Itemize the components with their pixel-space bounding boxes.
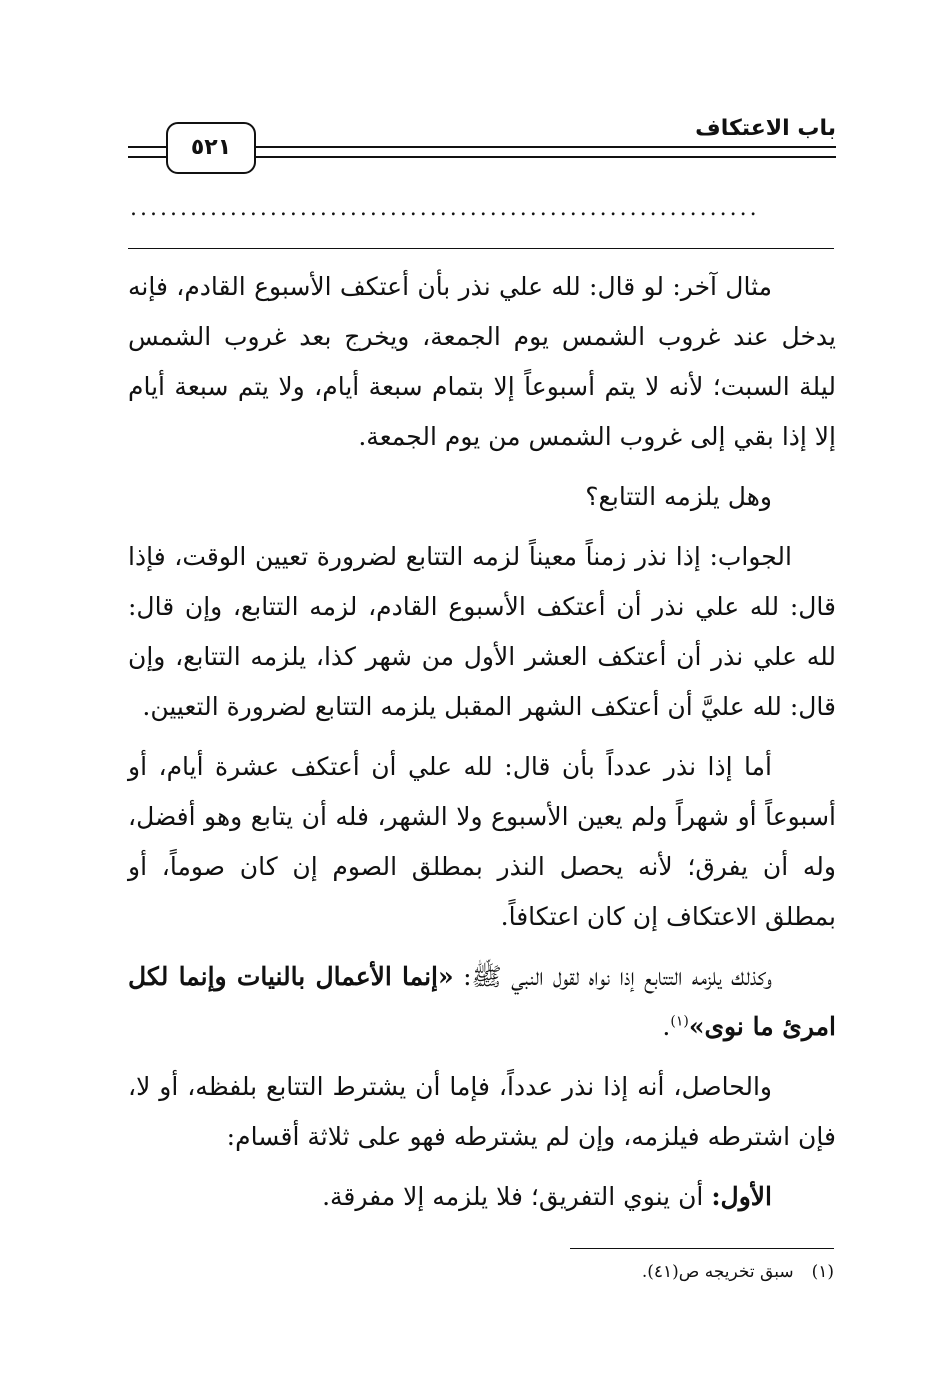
paragraph-first-category: [128, 1172, 836, 1222]
chapter-title: باب الاعتكاف: [695, 116, 836, 141]
footnote: [642, 1262, 834, 1282]
footnote-divider: [570, 1248, 834, 1249]
footnote-reference: (١): [670, 1013, 689, 1030]
paragraph: وهل يلزمه التتابع؟: [585, 482, 772, 511]
paragraph-intro: وكذلك يلزمه التتابع إذا نواه لقول النبي ﷺ:: [453, 962, 772, 991]
top-divider: [128, 248, 834, 249]
paragraph-end: .: [662, 1012, 671, 1041]
page-header: [128, 112, 836, 182]
footnote-text: سبق تخريجه ص(٤١).: [641, 1262, 794, 1282]
paragraph: مثال آخر: لو قال: لله علي نذر بأن أعتكف الأسبوع القادم، فإنه يدخل عند غروب الشمس يوم الجمعة، ويخرج بعد غروب الشمس ليلة السبت؛ لأنه لا يتم أسبوعاً إلا بتمام سبعة أيام، ولا يتم سبعة أيام إلا إذا بقي إلى غروب الشمس من يوم الجمعة.: [128, 272, 836, 451]
paragraph: والحاصل، أنه إذا نذر عدداً، فإما أن يشترط التتابع بلفظه، أو لا، فإن اشترطه فيلزمه، وإن لم يشترطه فهو على ثلاثة أقسام:: [128, 1072, 836, 1151]
dotted-separator: ...............................................................: [130, 196, 760, 221]
hadith-quote: «إنما الأعمال بالنيات وإنما لكل امرئ ما نوى»: [128, 962, 836, 1041]
footnote-number: (١): [811, 1262, 834, 1282]
body-text: [128, 262, 836, 1232]
page-number: ٥٢١: [166, 122, 256, 174]
category-label: الأول:: [711, 1182, 772, 1211]
paragraph-hadith: [128, 952, 836, 1052]
paragraph: الجواب: إذا نذر زمناً معيناً لزمه التتابع لضرورة تعيين الوقت، فإذا قال: لله علي نذر أن أعتكف الأسبوع القادم، لزمه التتابع، وإن قال: لله علي نذر أن أعتكف العشر الأول من شهر كذا، يلزمه التتابع، وإن قال: لله عليَّ أن أعتكف الشهر المقبل يلزمه التتابع لضرورة التعيين.: [128, 542, 836, 721]
category-text: أن ينوي التفريق؛ فلا يلزمه إلا مفرقة.: [322, 1182, 712, 1211]
paragraph: أما إذا نذر عدداً بأن قال: لله علي أن أعتكف عشرة أيام، أو أسبوعاً أو شهراً ولم يعين الأسبوع ولا الشهر، فله أن يتابع وهو أفضل، وله أن يفرق؛ لأنه يحصل النذر بمطلق الصوم إن كان صوماً، أو بمطلق الاعتكاف إن كان اعتكافاً.: [128, 752, 836, 931]
